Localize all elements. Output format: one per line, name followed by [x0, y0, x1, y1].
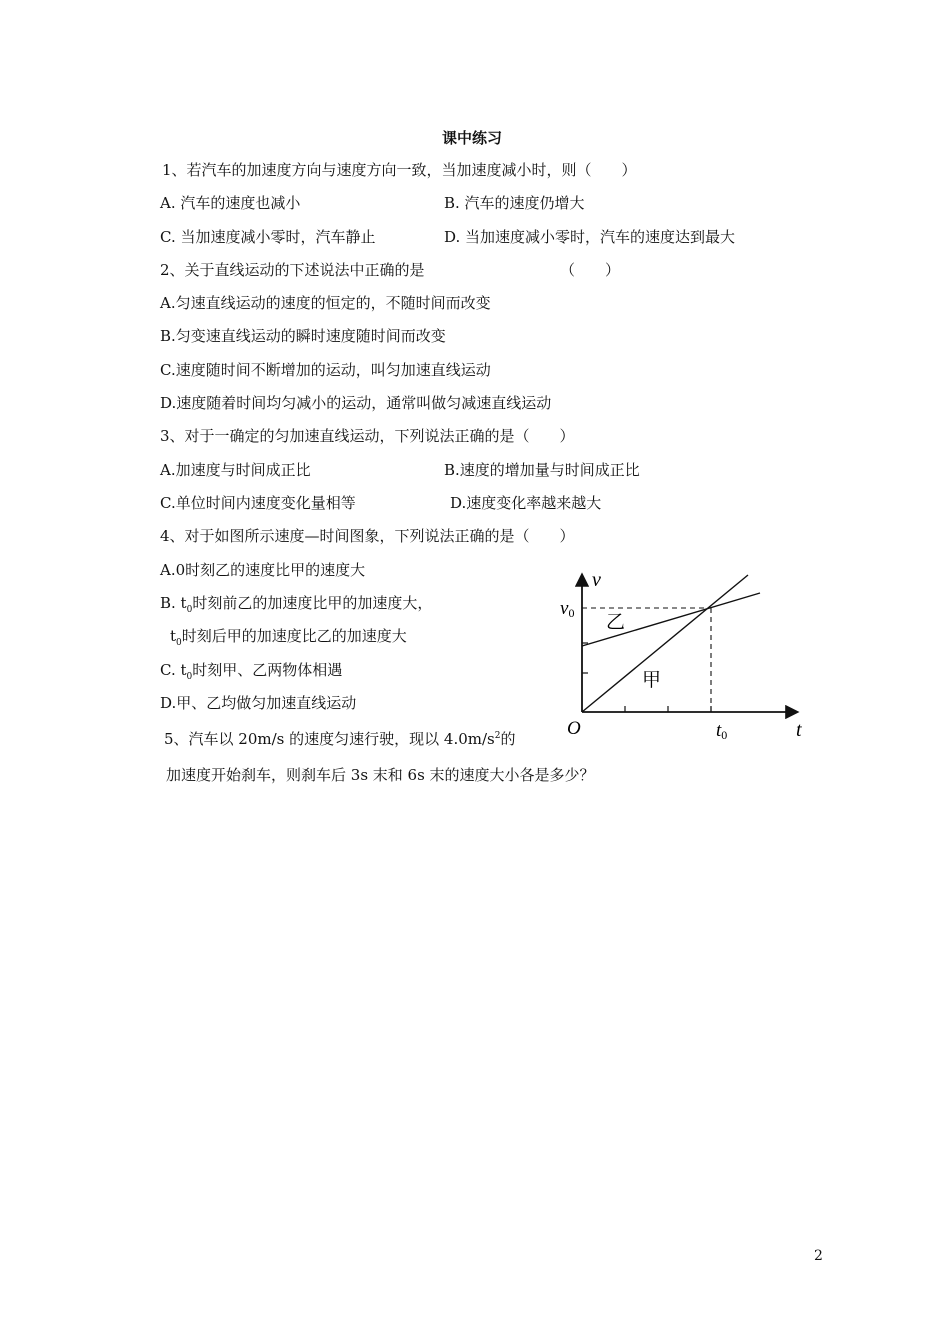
question-1-option-c: C. 当加速度减小零时，汽车静止 [160, 228, 376, 246]
question-2-option-c: C.速度随时间不断增加的运动，叫匀加速直线运动 [160, 361, 491, 379]
velocity-time-graph [560, 566, 810, 746]
question-3-option-c: C.单位时间内速度变化量相等 [160, 494, 356, 512]
question-5-line2: 加速度开始刹车，则刹车后 3s 末和 6s 末的速度大小各是多少？ [166, 766, 595, 784]
question-2-bracket: （ ） [560, 261, 621, 279]
question-4-stem: 4、对于如图所示速度—时间图象，下列说法正确的是（ ） [160, 527, 575, 545]
question-2-option-a: A.匀速直线运动的速度的恒定的，不随时间而改变 [160, 294, 491, 312]
line-jia [582, 575, 748, 712]
question-3-option-d: D.速度变化率越来越大 [450, 494, 602, 512]
t0-label: t0 [716, 720, 728, 742]
question-4-option-a: A.0时刻乙的速度比甲的速度大 [160, 561, 366, 579]
question-4-option-d: D.甲、乙均做匀加速直线运动 [160, 694, 357, 712]
question-2-option-b: B.匀变速直线运动的瞬时速度随时间而改变 [160, 327, 446, 345]
origin-label: O [567, 718, 581, 739]
question-4-option-b-line1: B. $t_0$时刻前乙的加速度比甲的加速度大， [160, 594, 433, 615]
page-number: 2 [814, 1248, 823, 1264]
question-5-line1: 5、汽车以 20m/s 的速度匀速行驶，现以 $4.0m/s^2$的 [164, 730, 516, 748]
question-2-stem: 2、关于直线运动的下述说法中正确的是 [160, 261, 425, 279]
v0-label: v0 [560, 598, 575, 620]
question-1-option-b: B. 汽车的速度仍增大 [444, 194, 585, 212]
question-1-option-a: A. 汽车的速度也减小 [160, 194, 301, 212]
question-3-option-b: B.速度的增加量与时间成正比 [444, 461, 640, 479]
question-3-option-a: A.加速度与时间成正比 [160, 461, 311, 479]
line-yi-label: 乙 [606, 611, 626, 633]
question-4-option-c: C. $t_0$时刻甲、乙两物体相遇 [160, 661, 343, 682]
t-axis-label: t [796, 719, 802, 741]
page-title: 课中练习 [442, 129, 503, 147]
v-axis-label: v [592, 569, 601, 591]
question-1-option-d: D. 当加速度减小零时，汽车的速度达到最大 [444, 228, 736, 246]
question-1-stem: 1、若汽车的加速度方向与速度方向一致，当加速度减小时，则（ ） [162, 161, 637, 179]
question-4-option-b-line2: $t_0$时刻后甲的加速度比乙的加速度大 [170, 627, 407, 648]
question-3-stem: 3、对于一确定的匀加速直线运动，下列说法正确的是（ ） [160, 427, 575, 445]
question-2-option-d: D.速度随着时间均匀减小的运动，通常叫做匀减速直线运动 [160, 394, 552, 412]
line-jia-label: 甲 [642, 669, 662, 691]
